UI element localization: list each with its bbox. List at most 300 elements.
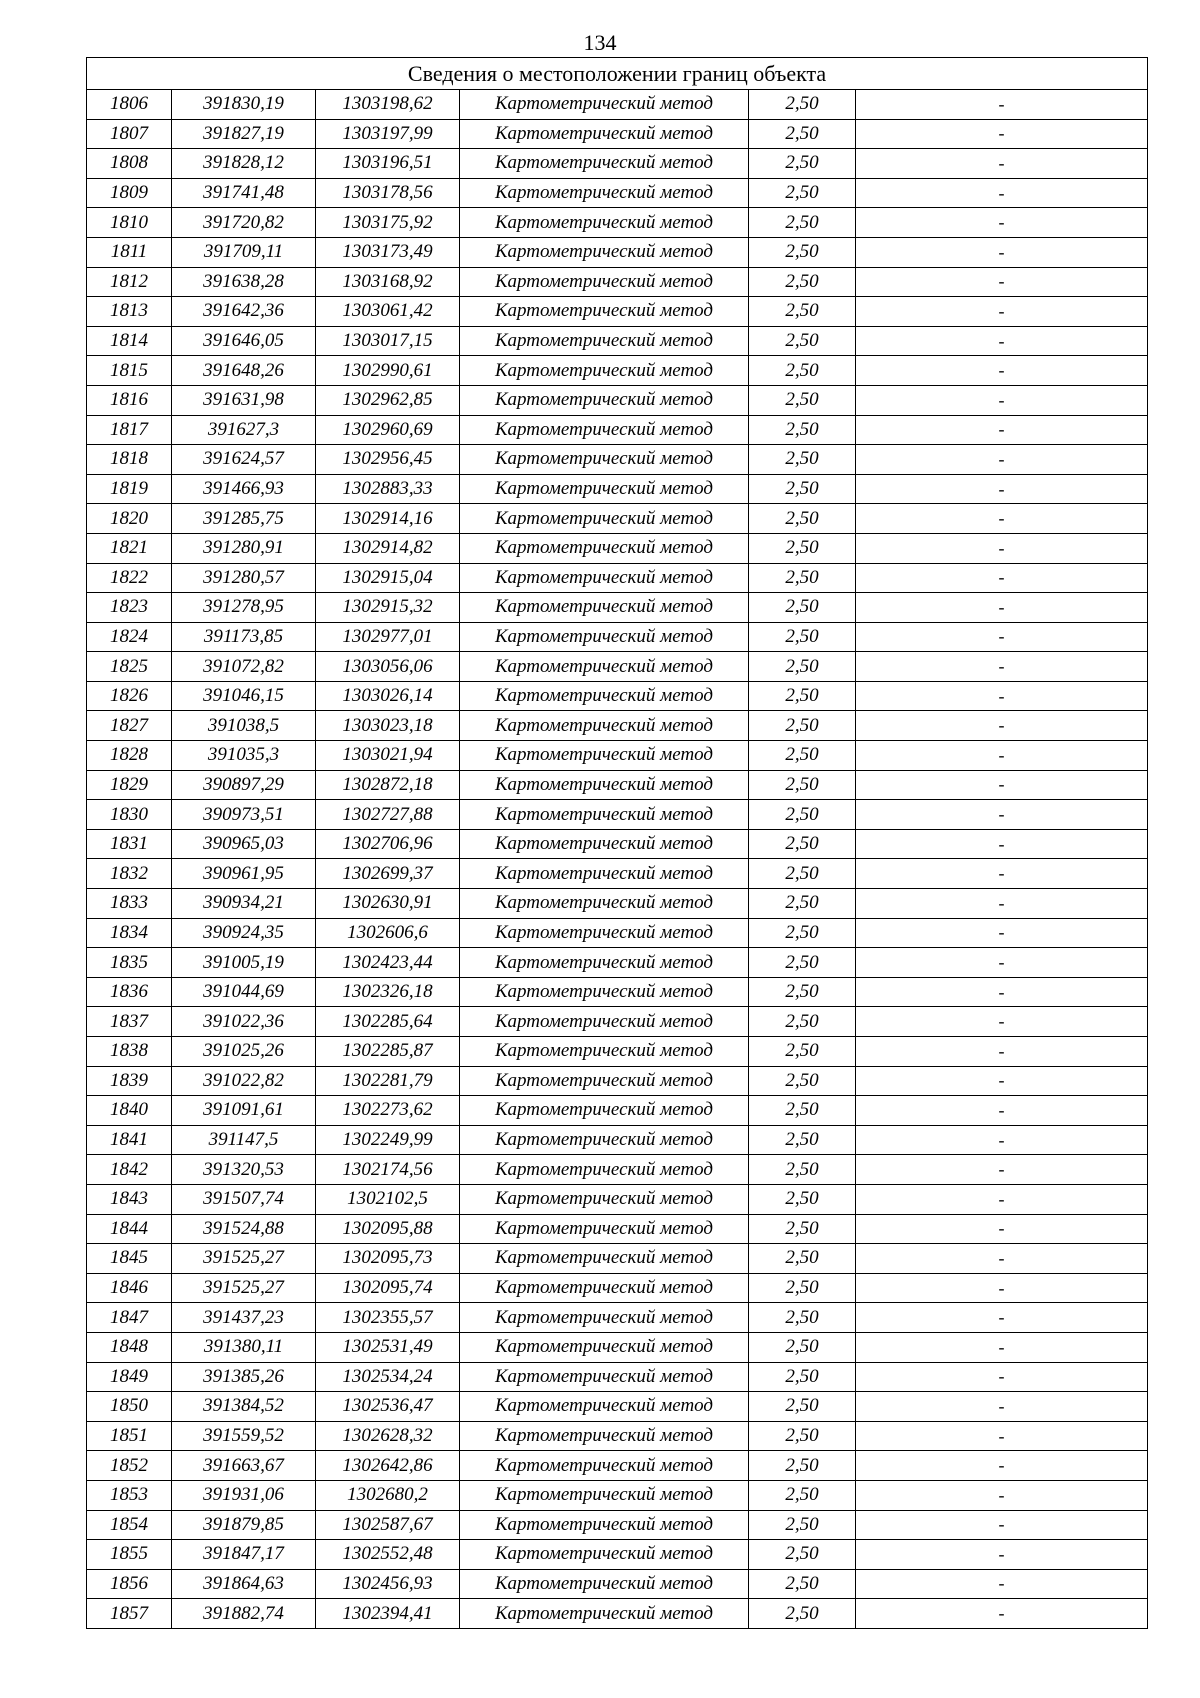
method-cell: Картометрический метод [460, 622, 749, 652]
method-cell: Картометрический метод [460, 1303, 749, 1333]
method-cell: Картометрический метод [460, 1540, 749, 1570]
x-coordinate-cell: 391709,11 [172, 237, 316, 267]
accuracy-cell: 2,50 [749, 237, 856, 267]
table-row [87, 237, 1148, 267]
method-cell: Картометрический метод [460, 90, 749, 120]
y-coordinate-cell: 1302915,04 [316, 563, 460, 593]
point-number-cell: 1848 [87, 1332, 172, 1362]
y-coordinate-cell: 1303026,14 [316, 681, 460, 711]
point-number-cell: 1813 [87, 297, 172, 327]
table-row [87, 652, 1148, 682]
table-row [87, 948, 1148, 978]
table-row [87, 1273, 1148, 1303]
table-header-row [87, 58, 1148, 90]
point-number-cell: 1841 [87, 1125, 172, 1155]
x-coordinate-cell: 391022,82 [172, 1066, 316, 1096]
y-coordinate-cell: 1303023,18 [316, 711, 460, 741]
table-row [87, 119, 1148, 149]
point-number-cell: 1833 [87, 889, 172, 919]
x-coordinate-cell: 391380,11 [172, 1332, 316, 1362]
method-cell: Картометрический метод [460, 1096, 749, 1126]
description-cell: - [856, 385, 1148, 415]
table-row [87, 593, 1148, 623]
table-row [87, 1007, 1148, 1037]
accuracy-cell: 2,50 [749, 918, 856, 948]
y-coordinate-cell: 1302977,01 [316, 622, 460, 652]
table-row [87, 1599, 1148, 1629]
y-coordinate-cell: 1302587,67 [316, 1510, 460, 1540]
description-cell: - [856, 1540, 1148, 1570]
table-row [87, 918, 1148, 948]
table-row [87, 267, 1148, 297]
y-coordinate-cell: 1302095,88 [316, 1214, 460, 1244]
table-row [87, 1244, 1148, 1274]
accuracy-cell: 2,50 [749, 1332, 856, 1362]
x-coordinate-cell: 391524,88 [172, 1214, 316, 1244]
accuracy-cell: 2,50 [749, 829, 856, 859]
method-cell: Картометрический метод [460, 385, 749, 415]
y-coordinate-cell: 1303175,92 [316, 208, 460, 238]
accuracy-cell: 2,50 [749, 1125, 856, 1155]
accuracy-cell: 2,50 [749, 149, 856, 179]
accuracy-cell: 2,50 [749, 297, 856, 327]
y-coordinate-cell: 1303197,99 [316, 119, 460, 149]
accuracy-cell: 2,50 [749, 90, 856, 120]
y-coordinate-cell: 1302914,82 [316, 533, 460, 563]
x-coordinate-cell: 391035,3 [172, 741, 316, 771]
point-number-cell: 1808 [87, 149, 172, 179]
point-number-cell: 1855 [87, 1540, 172, 1570]
table-row [87, 770, 1148, 800]
y-coordinate-cell: 1303178,56 [316, 178, 460, 208]
accuracy-cell: 2,50 [749, 1362, 856, 1392]
description-cell: - [856, 1599, 1148, 1629]
point-number-cell: 1807 [87, 119, 172, 149]
accuracy-cell: 2,50 [749, 977, 856, 1007]
method-cell: Картометрический метод [460, 533, 749, 563]
x-coordinate-cell: 391720,82 [172, 208, 316, 238]
x-coordinate-cell: 391648,26 [172, 356, 316, 386]
table-row [87, 1480, 1148, 1510]
table-row [87, 622, 1148, 652]
table-row [87, 741, 1148, 771]
x-coordinate-cell: 390965,03 [172, 829, 316, 859]
y-coordinate-cell: 1302095,73 [316, 1244, 460, 1274]
x-coordinate-cell: 391320,53 [172, 1155, 316, 1185]
boundary-coordinates-table [86, 57, 1148, 1629]
accuracy-cell: 2,50 [749, 474, 856, 504]
method-cell: Картометрический метод [460, 1510, 749, 1540]
table-row [87, 1451, 1148, 1481]
x-coordinate-cell: 391046,15 [172, 681, 316, 711]
description-cell: - [856, 1303, 1148, 1333]
table-row [87, 504, 1148, 534]
point-number-cell: 1845 [87, 1244, 172, 1274]
y-coordinate-cell: 1302960,69 [316, 415, 460, 445]
method-cell: Картометрический метод [460, 1599, 749, 1629]
accuracy-cell: 2,50 [749, 1451, 856, 1481]
y-coordinate-cell: 1302990,61 [316, 356, 460, 386]
point-number-cell: 1823 [87, 593, 172, 623]
description-cell: - [856, 741, 1148, 771]
y-coordinate-cell: 1302285,87 [316, 1037, 460, 1067]
description-cell: - [856, 681, 1148, 711]
table-row [87, 1510, 1148, 1540]
table-row [87, 1037, 1148, 1067]
description-cell: - [856, 711, 1148, 741]
point-number-cell: 1812 [87, 267, 172, 297]
point-number-cell: 1839 [87, 1066, 172, 1096]
y-coordinate-cell: 1302883,33 [316, 474, 460, 504]
description-cell: - [856, 208, 1148, 238]
point-number-cell: 1816 [87, 385, 172, 415]
method-cell: Картометрический метод [460, 1184, 749, 1214]
point-number-cell: 1829 [87, 770, 172, 800]
method-cell: Картометрический метод [460, 326, 749, 356]
method-cell: Картометрический метод [460, 593, 749, 623]
y-coordinate-cell: 1302423,44 [316, 948, 460, 978]
x-coordinate-cell: 391827,19 [172, 119, 316, 149]
table-row [87, 1214, 1148, 1244]
y-coordinate-cell: 1302872,18 [316, 770, 460, 800]
table-row [87, 681, 1148, 711]
method-cell: Картометрический метод [460, 1007, 749, 1037]
method-cell: Картометрический метод [460, 977, 749, 1007]
description-cell: - [856, 563, 1148, 593]
description-cell: - [856, 859, 1148, 889]
x-coordinate-cell: 391931,06 [172, 1480, 316, 1510]
accuracy-cell: 2,50 [749, 1392, 856, 1422]
x-coordinate-cell: 391525,27 [172, 1273, 316, 1303]
x-coordinate-cell: 391525,27 [172, 1244, 316, 1274]
description-cell: - [856, 445, 1148, 475]
y-coordinate-cell: 1302355,57 [316, 1303, 460, 1333]
y-coordinate-cell: 1302962,85 [316, 385, 460, 415]
accuracy-cell: 2,50 [749, 889, 856, 919]
method-cell: Картометрический метод [460, 504, 749, 534]
point-number-cell: 1809 [87, 178, 172, 208]
y-coordinate-cell: 1302699,37 [316, 859, 460, 889]
x-coordinate-cell: 390973,51 [172, 800, 316, 830]
table-row [87, 385, 1148, 415]
accuracy-cell: 2,50 [749, 622, 856, 652]
y-coordinate-cell: 1302956,45 [316, 445, 460, 475]
method-cell: Картометрический метод [460, 445, 749, 475]
method-cell: Картометрический метод [460, 1155, 749, 1185]
point-number-cell: 1821 [87, 533, 172, 563]
description-cell: - [856, 297, 1148, 327]
point-number-cell: 1857 [87, 1599, 172, 1629]
accuracy-cell: 2,50 [749, 1244, 856, 1274]
method-cell: Картометрический метод [460, 1037, 749, 1067]
y-coordinate-cell: 1302102,5 [316, 1184, 460, 1214]
description-cell: - [856, 800, 1148, 830]
accuracy-cell: 2,50 [749, 356, 856, 386]
table-row [87, 977, 1148, 1007]
point-number-cell: 1820 [87, 504, 172, 534]
method-cell: Картометрический метод [460, 297, 749, 327]
table-row [87, 326, 1148, 356]
x-coordinate-cell: 391741,48 [172, 178, 316, 208]
method-cell: Картометрический метод [460, 1569, 749, 1599]
x-coordinate-cell: 391278,95 [172, 593, 316, 623]
method-cell: Картометрический метод [460, 889, 749, 919]
y-coordinate-cell: 1303173,49 [316, 237, 460, 267]
table-row [87, 178, 1148, 208]
x-coordinate-cell: 391828,12 [172, 149, 316, 179]
description-cell: - [856, 1273, 1148, 1303]
point-number-cell: 1826 [87, 681, 172, 711]
page-number: 134 [583, 30, 617, 55]
table-row [87, 829, 1148, 859]
point-number-cell: 1856 [87, 1569, 172, 1599]
x-coordinate-cell: 391646,05 [172, 326, 316, 356]
accuracy-cell: 2,50 [749, 1184, 856, 1214]
description-cell: - [856, 90, 1148, 120]
x-coordinate-cell: 391285,75 [172, 504, 316, 534]
table-row [87, 563, 1148, 593]
x-coordinate-cell: 391847,17 [172, 1540, 316, 1570]
method-cell: Картометрический метод [460, 149, 749, 179]
accuracy-cell: 2,50 [749, 652, 856, 682]
point-number-cell: 1825 [87, 652, 172, 682]
y-coordinate-cell: 1302642,86 [316, 1451, 460, 1481]
method-cell: Картометрический метод [460, 1244, 749, 1274]
description-cell: - [856, 622, 1148, 652]
table-row [87, 1125, 1148, 1155]
y-coordinate-cell: 1302536,47 [316, 1392, 460, 1422]
description-cell: - [856, 1007, 1148, 1037]
x-coordinate-cell: 390961,95 [172, 859, 316, 889]
method-cell: Картометрический метод [460, 1332, 749, 1362]
description-cell: - [856, 1480, 1148, 1510]
description-cell: - [856, 1244, 1148, 1274]
y-coordinate-cell: 1303168,92 [316, 267, 460, 297]
accuracy-cell: 2,50 [749, 1007, 856, 1037]
description-cell: - [856, 1451, 1148, 1481]
method-cell: Картометрический метод [460, 563, 749, 593]
x-coordinate-cell: 390897,29 [172, 770, 316, 800]
x-coordinate-cell: 391022,36 [172, 1007, 316, 1037]
table-row [87, 1569, 1148, 1599]
table-row [87, 208, 1148, 238]
point-number-cell: 1810 [87, 208, 172, 238]
description-cell: - [856, 889, 1148, 919]
point-number-cell: 1811 [87, 237, 172, 267]
point-number-cell: 1827 [87, 711, 172, 741]
point-number-cell: 1847 [87, 1303, 172, 1333]
description-cell: - [856, 415, 1148, 445]
table-row [87, 1540, 1148, 1570]
description-cell: - [856, 770, 1148, 800]
description-cell: - [856, 1037, 1148, 1067]
point-number-cell: 1834 [87, 918, 172, 948]
x-coordinate-cell: 391072,82 [172, 652, 316, 682]
x-coordinate-cell: 391025,26 [172, 1037, 316, 1067]
y-coordinate-cell: 1303198,62 [316, 90, 460, 120]
method-cell: Картометрический метод [460, 237, 749, 267]
x-coordinate-cell: 391879,85 [172, 1510, 316, 1540]
method-cell: Картометрический метод [460, 119, 749, 149]
x-coordinate-cell: 391005,19 [172, 948, 316, 978]
x-coordinate-cell: 391830,19 [172, 90, 316, 120]
accuracy-cell: 2,50 [749, 1480, 856, 1510]
table-row [87, 474, 1148, 504]
description-cell: - [856, 119, 1148, 149]
description-cell: - [856, 977, 1148, 1007]
point-number-cell: 1814 [87, 326, 172, 356]
table-row [87, 1332, 1148, 1362]
x-coordinate-cell: 391507,74 [172, 1184, 316, 1214]
method-cell: Картометрический метод [460, 741, 749, 771]
y-coordinate-cell: 1302914,16 [316, 504, 460, 534]
description-cell: - [856, 326, 1148, 356]
description-cell: - [856, 267, 1148, 297]
y-coordinate-cell: 1302281,79 [316, 1066, 460, 1096]
description-cell: - [856, 178, 1148, 208]
description-cell: - [856, 149, 1148, 179]
accuracy-cell: 2,50 [749, 563, 856, 593]
accuracy-cell: 2,50 [749, 741, 856, 771]
method-cell: Картометрический метод [460, 1451, 749, 1481]
y-coordinate-cell: 1302552,48 [316, 1540, 460, 1570]
accuracy-cell: 2,50 [749, 208, 856, 238]
accuracy-cell: 2,50 [749, 1510, 856, 1540]
y-coordinate-cell: 1303056,06 [316, 652, 460, 682]
y-coordinate-cell: 1302534,24 [316, 1362, 460, 1392]
table-row [87, 889, 1148, 919]
accuracy-cell: 2,50 [749, 533, 856, 563]
description-cell: - [856, 1096, 1148, 1126]
point-number-cell: 1852 [87, 1451, 172, 1481]
x-coordinate-cell: 391384,52 [172, 1392, 316, 1422]
accuracy-cell: 2,50 [749, 770, 856, 800]
point-number-cell: 1817 [87, 415, 172, 445]
y-coordinate-cell: 1303021,94 [316, 741, 460, 771]
description-cell: - [856, 948, 1148, 978]
table-row [87, 533, 1148, 563]
x-coordinate-cell: 391038,5 [172, 711, 316, 741]
accuracy-cell: 2,50 [749, 593, 856, 623]
point-number-cell: 1851 [87, 1421, 172, 1451]
point-number-cell: 1831 [87, 829, 172, 859]
method-cell: Картометрический метод [460, 1392, 749, 1422]
table-row [87, 1303, 1148, 1333]
y-coordinate-cell: 1302630,91 [316, 889, 460, 919]
y-coordinate-cell: 1302174,56 [316, 1155, 460, 1185]
point-number-cell: 1846 [87, 1273, 172, 1303]
accuracy-cell: 2,50 [749, 681, 856, 711]
x-coordinate-cell: 391044,69 [172, 977, 316, 1007]
description-cell: - [856, 1214, 1148, 1244]
accuracy-cell: 2,50 [749, 1421, 856, 1451]
method-cell: Картометрический метод [460, 711, 749, 741]
description-cell: - [856, 1569, 1148, 1599]
table-row [87, 297, 1148, 327]
accuracy-cell: 2,50 [749, 1273, 856, 1303]
x-coordinate-cell: 390934,21 [172, 889, 316, 919]
point-number-cell: 1819 [87, 474, 172, 504]
y-coordinate-cell: 1302628,32 [316, 1421, 460, 1451]
accuracy-cell: 2,50 [749, 1155, 856, 1185]
point-number-cell: 1849 [87, 1362, 172, 1392]
accuracy-cell: 2,50 [749, 504, 856, 534]
point-number-cell: 1854 [87, 1510, 172, 1540]
y-coordinate-cell: 1303196,51 [316, 149, 460, 179]
point-number-cell: 1844 [87, 1214, 172, 1244]
method-cell: Картометрический метод [460, 1421, 749, 1451]
accuracy-cell: 2,50 [749, 800, 856, 830]
description-cell: - [856, 533, 1148, 563]
x-coordinate-cell: 391280,57 [172, 563, 316, 593]
y-coordinate-cell: 1302606,6 [316, 918, 460, 948]
description-cell: - [856, 1421, 1148, 1451]
accuracy-cell: 2,50 [749, 859, 856, 889]
table-row [87, 90, 1148, 120]
method-cell: Картометрический метод [460, 474, 749, 504]
description-cell: - [856, 1392, 1148, 1422]
y-coordinate-cell: 1302095,74 [316, 1273, 460, 1303]
x-coordinate-cell: 391627,3 [172, 415, 316, 445]
x-coordinate-cell: 391882,74 [172, 1599, 316, 1629]
y-coordinate-cell: 1302706,96 [316, 829, 460, 859]
point-number-cell: 1824 [87, 622, 172, 652]
description-cell: - [856, 1184, 1148, 1214]
table-row [87, 415, 1148, 445]
y-coordinate-cell: 1303017,15 [316, 326, 460, 356]
y-coordinate-cell: 1302456,93 [316, 1569, 460, 1599]
point-number-cell: 1840 [87, 1096, 172, 1126]
accuracy-cell: 2,50 [749, 1569, 856, 1599]
accuracy-cell: 2,50 [749, 1037, 856, 1067]
point-number-cell: 1815 [87, 356, 172, 386]
y-coordinate-cell: 1302727,88 [316, 800, 460, 830]
accuracy-cell: 2,50 [749, 178, 856, 208]
method-cell: Картометрический метод [460, 1362, 749, 1392]
description-cell: - [856, 504, 1148, 534]
x-coordinate-cell: 391642,36 [172, 297, 316, 327]
point-number-cell: 1806 [87, 90, 172, 120]
method-cell: Картометрический метод [460, 681, 749, 711]
accuracy-cell: 2,50 [749, 119, 856, 149]
x-coordinate-cell: 391466,93 [172, 474, 316, 504]
table-title: Сведения о местоположении границ объекта [87, 58, 1148, 90]
table-row [87, 1184, 1148, 1214]
description-cell: - [856, 593, 1148, 623]
method-cell: Картометрический метод [460, 800, 749, 830]
method-cell: Картометрический метод [460, 770, 749, 800]
accuracy-cell: 2,50 [749, 267, 856, 297]
description-cell: - [856, 829, 1148, 859]
table-row [87, 1155, 1148, 1185]
table-row [87, 1066, 1148, 1096]
point-number-cell: 1830 [87, 800, 172, 830]
point-number-cell: 1818 [87, 445, 172, 475]
method-cell: Картометрический метод [460, 1066, 749, 1096]
y-coordinate-cell: 1303061,42 [316, 297, 460, 327]
table-row [87, 859, 1148, 889]
method-cell: Картометрический метод [460, 178, 749, 208]
accuracy-cell: 2,50 [749, 1303, 856, 1333]
y-coordinate-cell: 1302531,49 [316, 1332, 460, 1362]
y-coordinate-cell: 1302249,99 [316, 1125, 460, 1155]
table-row [87, 149, 1148, 179]
point-number-cell: 1843 [87, 1184, 172, 1214]
x-coordinate-cell: 391631,98 [172, 385, 316, 415]
x-coordinate-cell: 391091,61 [172, 1096, 316, 1126]
method-cell: Картометрический метод [460, 208, 749, 238]
x-coordinate-cell: 391864,63 [172, 1569, 316, 1599]
